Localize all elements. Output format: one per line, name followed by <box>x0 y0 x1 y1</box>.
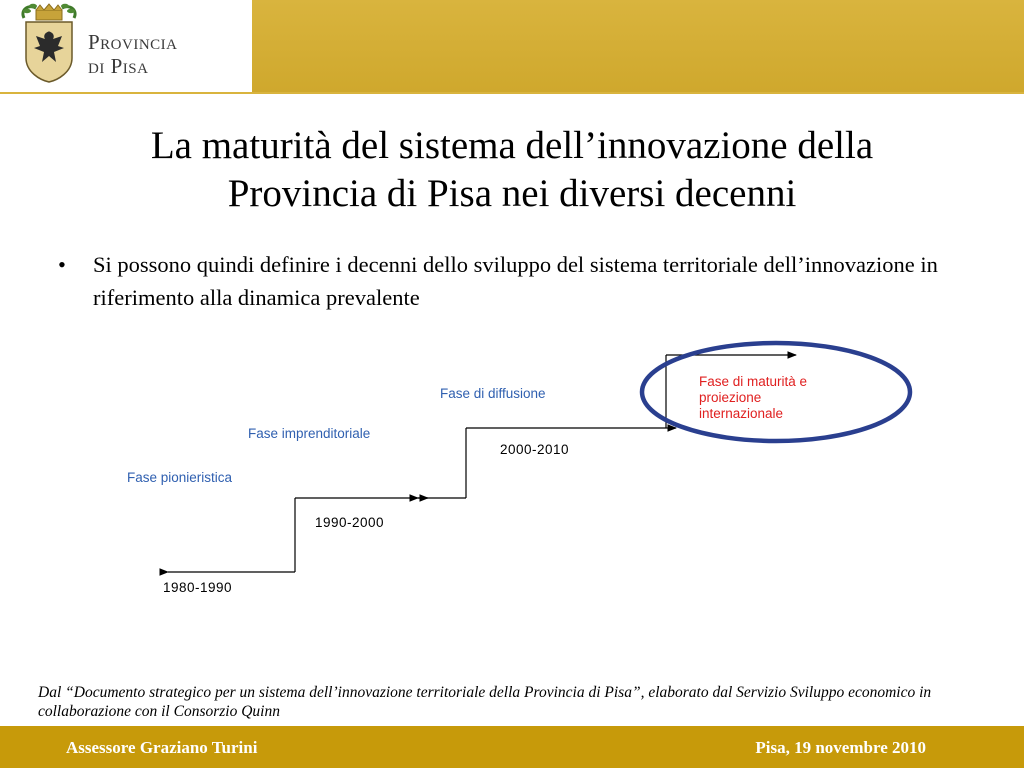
slide-title <box>40 122 984 218</box>
org-name-line1: Provincia <box>88 30 178 54</box>
phase-years-2000-2010: 2000-2010 <box>500 442 570 457</box>
slide-title-line1: La maturità del sistema dell’innovazione della <box>150 124 874 167</box>
phase-label-maturita-line2: proiezione <box>699 390 762 405</box>
header-logo-area <box>0 0 252 92</box>
phase-label-maturita-line3: internazionale <box>699 406 784 421</box>
phase-label-diffusione: Fase di diffusione <box>440 386 546 401</box>
phase-label-pionieristica: Fase pionieristica <box>127 470 233 485</box>
footer-bar <box>0 726 1024 768</box>
phase-label-maturita-line1: Fase di maturità e <box>699 374 808 389</box>
phase-years-1980-1990: 1980-1990 <box>163 580 233 595</box>
phase-years-1990-2000: 1990-2000 <box>315 515 385 530</box>
bullet-icon: • <box>58 252 66 277</box>
provincia-di-pisa-crest-icon <box>18 2 80 84</box>
phase-label-imprenditoriale: Fase imprenditoriale <box>248 426 371 441</box>
org-name-line2: di Pisa <box>88 54 149 78</box>
header-divider <box>0 92 1024 94</box>
footer-date: Pisa, 19 novembre 2010 <box>755 738 926 757</box>
org-name <box>88 30 178 78</box>
header-band <box>252 0 1024 92</box>
source-note: Dal “Documento strategico per un sistema dell’innovazione territoriale della Provincia di Pisa”, elaborato dal Servizio Sviluppo economico in collaborazione con il Consorzio Quinn <box>38 684 932 720</box>
footer-presenter: Assessore Graziano Turini <box>66 738 258 757</box>
phase-label-maturita <box>699 374 889 422</box>
bullet-text: Si possono quindi definire i decenni dello sviluppo del sistema territoriale dell’innovazione in riferimento alla dinamica prevalente <box>93 252 938 310</box>
slide-title-line2: Provincia di Pisa nei diversi decenni <box>227 172 797 215</box>
